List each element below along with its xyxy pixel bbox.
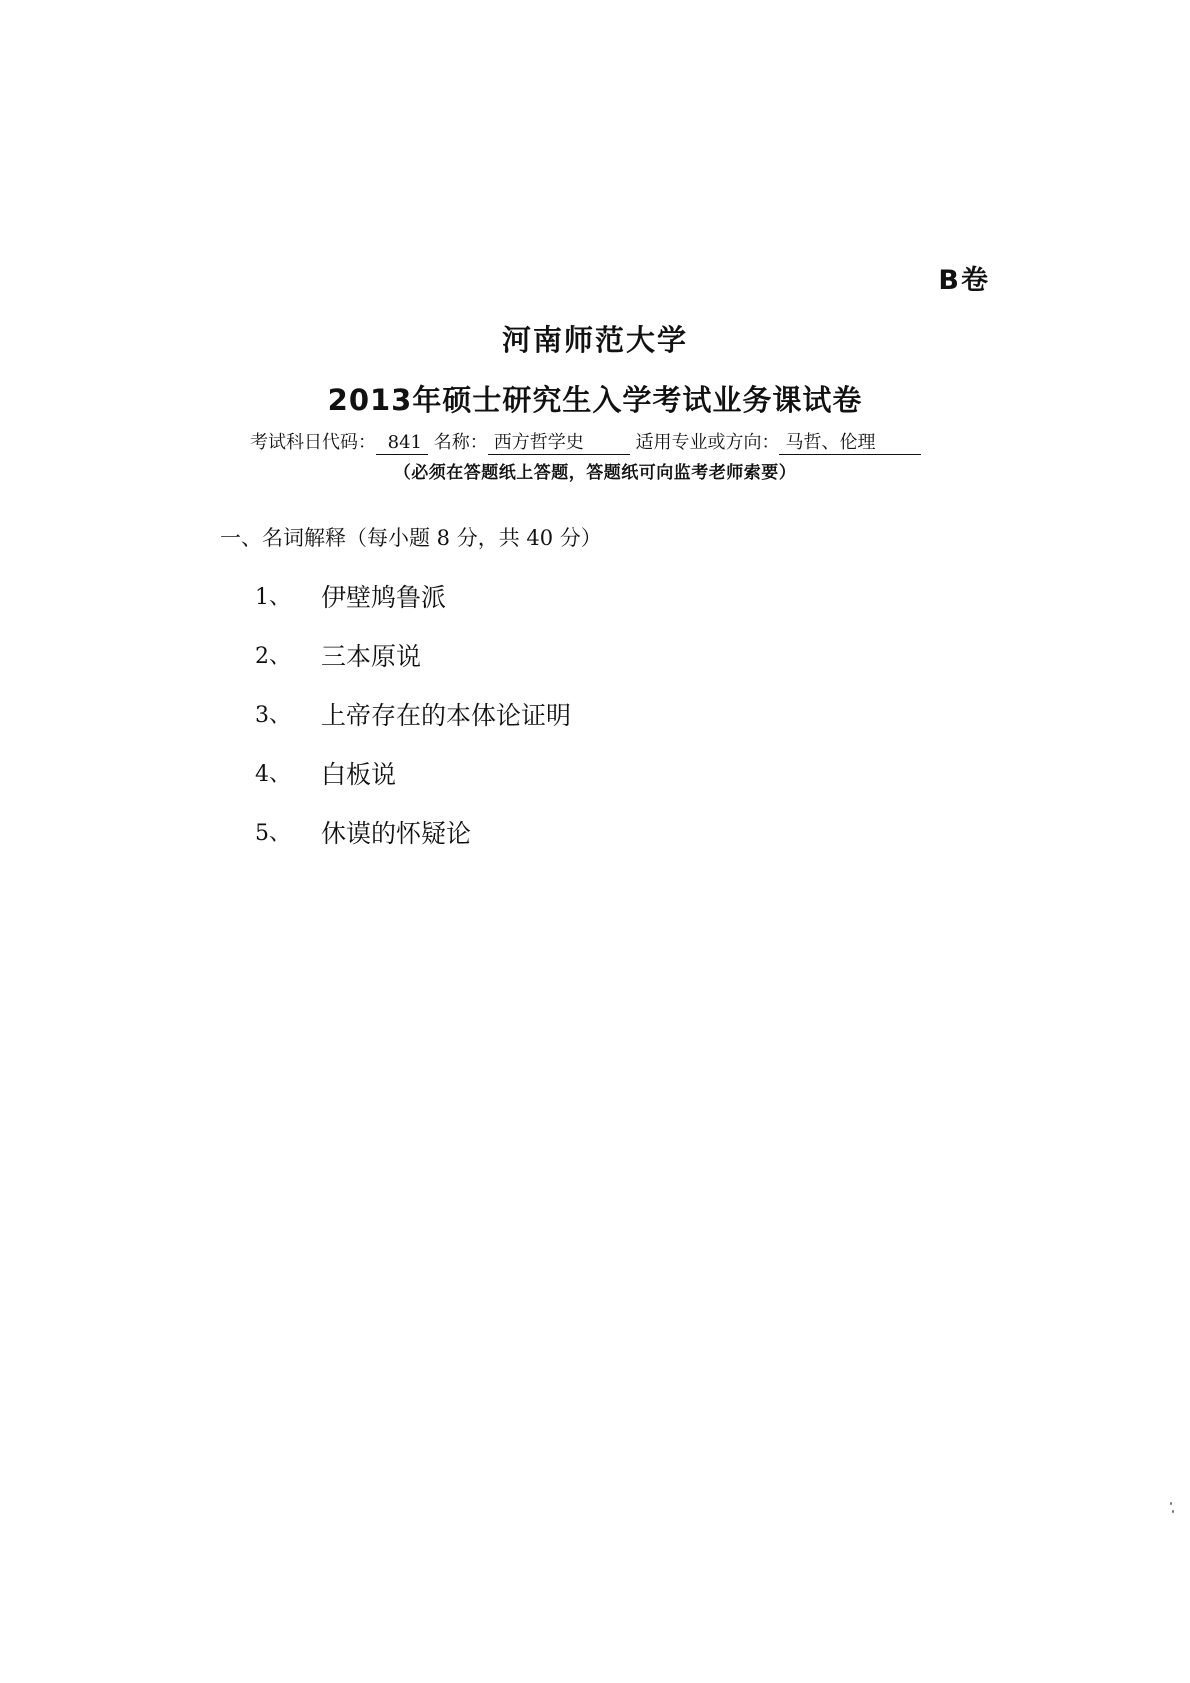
paper-version-label: B卷: [938, 265, 990, 296]
subject-name-label: 名称：: [433, 432, 488, 453]
question-number: 1、: [255, 585, 291, 610]
question-number: 4、: [255, 762, 291, 787]
answer-sheet-notice: （必须在答题纸上答题，答题纸可向监考老师索要）: [393, 463, 797, 483]
subject-code-label: 考试科日代码：: [250, 432, 376, 453]
question-text: 三本原说: [321, 641, 422, 671]
section-heading: 一、名词解释（每小题 8 分，共 40 分）: [220, 526, 602, 550]
question-number: 2、: [255, 644, 291, 669]
scan-speck: [1172, 1510, 1174, 1513]
question-text: 白板说: [321, 759, 397, 789]
question-number: 5、: [255, 821, 291, 846]
question-text: 上帝存在的本体论证明: [321, 700, 572, 730]
exam-info-line: [250, 428, 1000, 455]
exam-title: 2013年硕士研究生入学考试业务课试卷: [327, 383, 863, 417]
question-item: [255, 625, 571, 684]
question-number: 3、: [255, 703, 291, 728]
question-item: [255, 802, 571, 861]
subject-name-value: 西方哲学史: [488, 433, 630, 455]
question-text: 休谟的怀疑论: [321, 818, 472, 848]
subject-code-value: 841: [376, 433, 428, 455]
question-text: 伊壁鸠鲁派: [321, 582, 447, 612]
question-item: [255, 684, 571, 743]
scan-speck: [1170, 1502, 1172, 1505]
major-label: 适用专业或方向：: [635, 432, 780, 453]
question-list: [255, 566, 571, 861]
question-item: [255, 743, 571, 802]
university-name: 河南师范大学: [501, 323, 688, 357]
question-item: [255, 566, 571, 625]
major-value: 马哲、伦理: [779, 433, 921, 455]
